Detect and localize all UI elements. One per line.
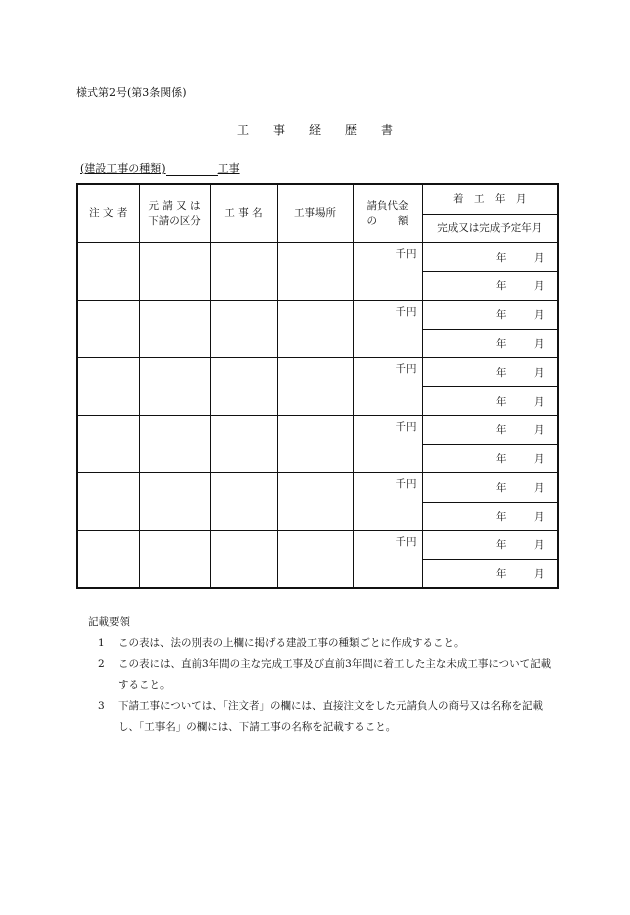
cell-completion-date[interactable]: [422, 502, 558, 530]
instruction-text: 下請工事については、「注文者」の欄には、直接注文をした元請負人の商号又は名称を記載し、「工事名」の欄には、下請工事の名称を記載すること。: [118, 700, 544, 733]
amount-unit: 千円: [395, 478, 417, 491]
cell-completion-date[interactable]: [422, 444, 558, 472]
year-label: 年: [496, 424, 507, 437]
cell-client[interactable]: [77, 300, 139, 358]
construction-category-label: (建設工事の種類): [80, 162, 166, 175]
table-row: [77, 300, 558, 329]
header-location: 工事場所: [277, 184, 353, 243]
table-row: [77, 473, 558, 502]
cell-client[interactable]: [77, 243, 139, 301]
year-label: 年: [496, 280, 507, 293]
header-contract-type-line1: 元 請 又 は: [148, 199, 201, 212]
work-history-table: [76, 183, 559, 589]
cell-completion-date[interactable]: [422, 560, 558, 588]
month-label: 月: [534, 338, 545, 351]
cell-amount[interactable]: [353, 300, 422, 358]
header-contract-type-line2: 下請の区分: [148, 214, 201, 227]
table-row: [77, 415, 558, 444]
year-label: 年: [496, 309, 507, 322]
year-label: 年: [496, 481, 507, 494]
cell-completion-date[interactable]: [422, 272, 558, 300]
month-label: 月: [534, 453, 545, 466]
construction-category-line: [80, 160, 240, 176]
cell-amount[interactable]: [353, 415, 422, 473]
cell-contract-type[interactable]: [139, 243, 210, 301]
month-label: 月: [534, 251, 545, 264]
instruction-item: [88, 654, 554, 696]
header-project-name: 工 事 名: [210, 184, 277, 243]
amount-unit: 千円: [395, 248, 417, 261]
instruction-text: この表は、法の別表の上欄に掲げる建設工事の種類ごとに作成すること。: [118, 637, 465, 649]
construction-category-suffix: 工事: [217, 162, 240, 175]
header-start-date: 着 工 年 月: [422, 184, 558, 214]
month-label: 月: [534, 366, 545, 379]
cell-project-name[interactable]: [210, 530, 277, 588]
cell-contract-type[interactable]: [139, 473, 210, 531]
cell-start-date[interactable]: [422, 300, 558, 329]
month-label: 月: [534, 280, 545, 293]
cell-location[interactable]: [277, 243, 353, 301]
month-label: 月: [534, 539, 545, 552]
cell-contract-type[interactable]: [139, 300, 210, 358]
cell-client[interactable]: [77, 358, 139, 416]
cell-contract-type[interactable]: [139, 415, 210, 473]
cell-completion-date[interactable]: [422, 387, 558, 415]
cell-start-date[interactable]: [422, 415, 558, 444]
year-label: 年: [496, 251, 507, 264]
cell-amount[interactable]: [353, 358, 422, 416]
year-label: 年: [496, 395, 507, 408]
header-amount: [353, 184, 422, 243]
construction-category-blank: [166, 164, 218, 176]
cell-project-name[interactable]: [210, 243, 277, 301]
instructions: [88, 612, 554, 738]
cell-contract-type[interactable]: [139, 358, 210, 416]
header-completion-date: 完成又は完成予定年月: [422, 214, 558, 242]
header-amount-line2: の 額: [366, 214, 409, 227]
amount-unit: 千円: [395, 363, 417, 376]
document-title: 工事経歴書: [236, 123, 417, 137]
cell-project-name[interactable]: [210, 473, 277, 531]
cell-start-date[interactable]: [422, 243, 558, 272]
cell-amount[interactable]: [353, 243, 422, 301]
cell-location[interactable]: [277, 300, 353, 358]
month-label: 月: [534, 395, 545, 408]
month-label: 月: [534, 481, 545, 494]
cell-location[interactable]: [277, 530, 353, 588]
cell-project-name[interactable]: [210, 358, 277, 416]
form-number: 様式第2号(第3条関係): [76, 86, 187, 99]
amount-unit: 千円: [395, 420, 417, 433]
year-label: 年: [496, 510, 507, 523]
cell-client[interactable]: [77, 530, 139, 588]
cell-completion-date[interactable]: [422, 329, 558, 357]
table-row: [77, 243, 558, 272]
instruction-item: [88, 696, 554, 738]
cell-amount[interactable]: [353, 530, 422, 588]
cell-start-date[interactable]: [422, 473, 558, 502]
year-label: 年: [496, 366, 507, 379]
cell-contract-type[interactable]: [139, 530, 210, 588]
instruction-text: この表には、直前3年間の主な完成工事及び直前3年間に着工した主な未成工事について記載すること。: [118, 658, 552, 691]
instruction-item: [88, 633, 554, 654]
table-row: [77, 358, 558, 387]
cell-client[interactable]: [77, 415, 139, 473]
cell-start-date[interactable]: [422, 358, 558, 387]
instruction-number: 3: [98, 700, 105, 712]
table-row: [77, 530, 558, 559]
year-label: 年: [496, 539, 507, 552]
month-label: 月: [534, 309, 545, 322]
year-label: 年: [496, 568, 507, 581]
cell-amount[interactable]: [353, 473, 422, 531]
cell-location[interactable]: [277, 358, 353, 416]
month-label: 月: [534, 424, 545, 437]
year-label: 年: [496, 338, 507, 351]
cell-start-date[interactable]: [422, 530, 558, 559]
cell-location[interactable]: [277, 415, 353, 473]
instruction-number: 1: [98, 637, 105, 649]
cell-client[interactable]: [77, 473, 139, 531]
amount-unit: 千円: [395, 305, 417, 318]
cell-project-name[interactable]: [210, 300, 277, 358]
cell-location[interactable]: [277, 473, 353, 531]
header-client: 注 文 者: [77, 184, 139, 243]
header-contract-type: [139, 184, 210, 243]
amount-unit: 千円: [395, 535, 417, 548]
instructions-heading: 記載要領: [88, 616, 130, 628]
instruction-number: 2: [98, 658, 105, 670]
year-label: 年: [496, 453, 507, 466]
month-label: 月: [534, 568, 545, 581]
header-amount-line1: 請負代金: [366, 199, 409, 212]
month-label: 月: [534, 510, 545, 523]
cell-project-name[interactable]: [210, 415, 277, 473]
